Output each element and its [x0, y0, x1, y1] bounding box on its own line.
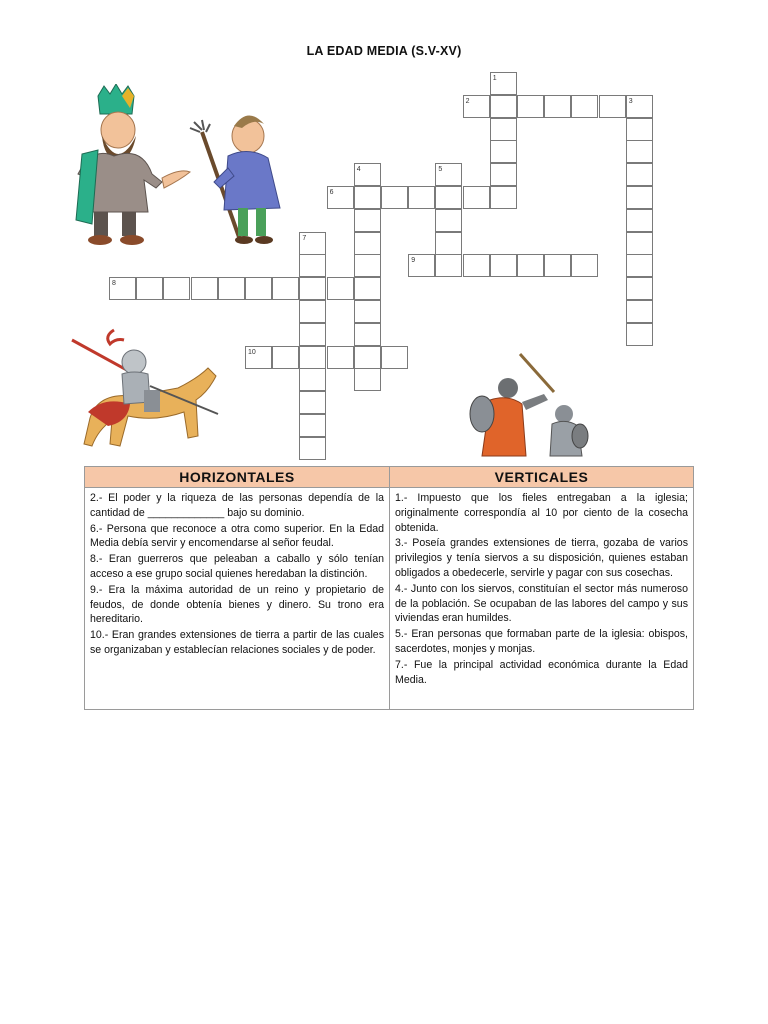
crossword-cell[interactable] [163, 277, 190, 300]
crossword-cell[interactable] [245, 277, 272, 300]
crossword-cell[interactable] [626, 232, 653, 255]
vertical-header: VERTICALES [390, 467, 693, 488]
crossword-cell[interactable] [435, 186, 462, 209]
crossword-cell[interactable] [626, 254, 653, 277]
crossword-cell[interactable] [354, 300, 381, 323]
vertical-clue-7: 7.- Fue la principal actividad económica durante la Edad Media. [395, 658, 688, 686]
clue-number: 7 [302, 234, 307, 242]
crossword-cell[interactable] [463, 254, 490, 277]
horizontal-header: HORIZONTALES [85, 467, 389, 488]
crossword-cell[interactable] [299, 277, 326, 300]
crossword-cell[interactable] [299, 254, 326, 277]
crossword-cell[interactable] [571, 95, 598, 118]
crossword-cell[interactable] [354, 323, 381, 346]
crossword-cell[interactable] [599, 95, 626, 118]
crossword-cell[interactable] [191, 277, 218, 300]
horizontal-clues-column [85, 467, 390, 709]
vertical-clue-5: 5.- Eran personas que formaban parte de la iglesia: obispos, sacerdotes, monjes y monjas. [395, 628, 688, 655]
crossword-cell[interactable] [299, 300, 326, 323]
crossword-cell[interactable] [299, 437, 326, 460]
crossword-cell[interactable] [381, 186, 408, 209]
crossword-cell[interactable] [381, 346, 408, 369]
crossword-cell[interactable] [517, 95, 544, 118]
clue-number: 5 [438, 166, 443, 174]
crossword-cell[interactable] [626, 277, 653, 300]
crossword-cell[interactable] [490, 95, 517, 118]
crossword-cell[interactable] [626, 209, 653, 232]
crossword-cell[interactable] [272, 277, 299, 300]
crossword-cell[interactable] [327, 346, 354, 369]
crossword-cell[interactable] [354, 209, 381, 232]
crossword-cell[interactable] [354, 232, 381, 255]
horizontal-clue-10: 10.- Eran grandes extensiones de tierra a partir de las cuales se organizaban y establecían relaciones sociales y de poder. [90, 629, 384, 656]
horizontal-clue-2: 2.- El poder y la riqueza de las personas dependía de la cantidad de _____________ bajo su dominio. [90, 492, 384, 519]
clues-table [84, 466, 694, 710]
crossword-cell[interactable] [299, 346, 326, 369]
crossword-cell[interactable] [299, 414, 326, 437]
soldiers-fighting-illustration [466, 352, 590, 460]
crossword-cell[interactable] [218, 277, 245, 300]
king-peasant-illustration [52, 84, 302, 254]
knight-on-horse-illustration [68, 326, 228, 458]
crossword-cell[interactable] [435, 232, 462, 255]
crossword-cell[interactable] [626, 118, 653, 141]
vertical-clues-column [390, 467, 693, 709]
horizontal-clue-6: 6.- Persona que reconoce a otra como superior. En la Edad Media debía servir y encomendarse al señor feudal. [90, 522, 384, 550]
crossword-cell[interactable] [490, 163, 517, 186]
crossword-cell[interactable] [354, 254, 381, 277]
clue-number: 3 [628, 97, 633, 105]
crossword-cell[interactable] [435, 254, 462, 277]
vertical-clue-1: 1.- Impuesto que los fieles entregaban a la iglesia; originalmente correspondía al 10 por ciento de la cosecha obtenida. [395, 492, 688, 534]
crossword-cell[interactable] [626, 323, 653, 346]
crossword-cell[interactable] [408, 186, 435, 209]
crossword-cell[interactable] [626, 163, 653, 186]
crossword-cell[interactable] [626, 186, 653, 209]
crossword-cell[interactable] [463, 186, 490, 209]
crossword-cell[interactable] [490, 118, 517, 141]
crossword-cell[interactable] [544, 254, 571, 277]
crossword-cell[interactable] [626, 140, 653, 163]
clue-number: 9 [411, 257, 416, 265]
crossword-cell[interactable] [517, 254, 544, 277]
crossword-cell[interactable] [490, 140, 517, 163]
crossword-cell[interactable] [327, 277, 354, 300]
clue-number: 4 [356, 166, 361, 174]
crossword-cell[interactable] [299, 391, 326, 414]
crossword-cell[interactable] [354, 277, 381, 300]
crossword-cell[interactable] [354, 186, 381, 209]
crossword-cell[interactable] [272, 346, 299, 369]
clue-number: 10 [248, 348, 256, 356]
crossword-cell[interactable] [136, 277, 163, 300]
vertical-clue-3: 3.- Poseía grandes extensiones de tierra, gozaba de varios privilegios y tenía siervos a su disposición, quienes estaban obligados a obedecerle, servirle y pagar con sus cosechas. [395, 537, 688, 579]
page-title: LA EDAD MEDIA (S.V-XV) [306, 44, 462, 58]
horizontal-clue-8: 8.- Eran guerreros que peleaban a caballo y sólo tenían acceso a ese grupo social quienes heredaban la distinción. [90, 553, 384, 580]
clue-number: 6 [329, 189, 334, 196]
crossword-cell[interactable] [354, 368, 381, 391]
clue-number: 8 [112, 280, 116, 288]
crossword-cell[interactable] [299, 368, 326, 391]
horizontal-clue-9: 9.- Era la máxima autoridad de un reino y propietario de feudos, de donde obtenía bienes y dinero. Su trono era hereditario. [90, 583, 384, 626]
crossword-cell[interactable] [354, 346, 381, 369]
crossword-cell[interactable] [626, 300, 653, 323]
vertical-clue-4: 4.- Junto con los siervos, constituían el sector más numeroso de la población. Se ocupaban de las labores del campo y sus viviendas eran humildes. [395, 582, 688, 625]
crossword-cell[interactable] [299, 323, 326, 346]
clue-number: 1 [492, 75, 497, 82]
crossword-cell[interactable] [571, 254, 598, 277]
crossword-cell[interactable] [490, 254, 517, 277]
crossword-cell[interactable] [490, 186, 517, 209]
crossword-cell[interactable] [544, 95, 571, 118]
crossword-cell[interactable] [435, 209, 462, 232]
clue-number: 2 [465, 97, 470, 105]
